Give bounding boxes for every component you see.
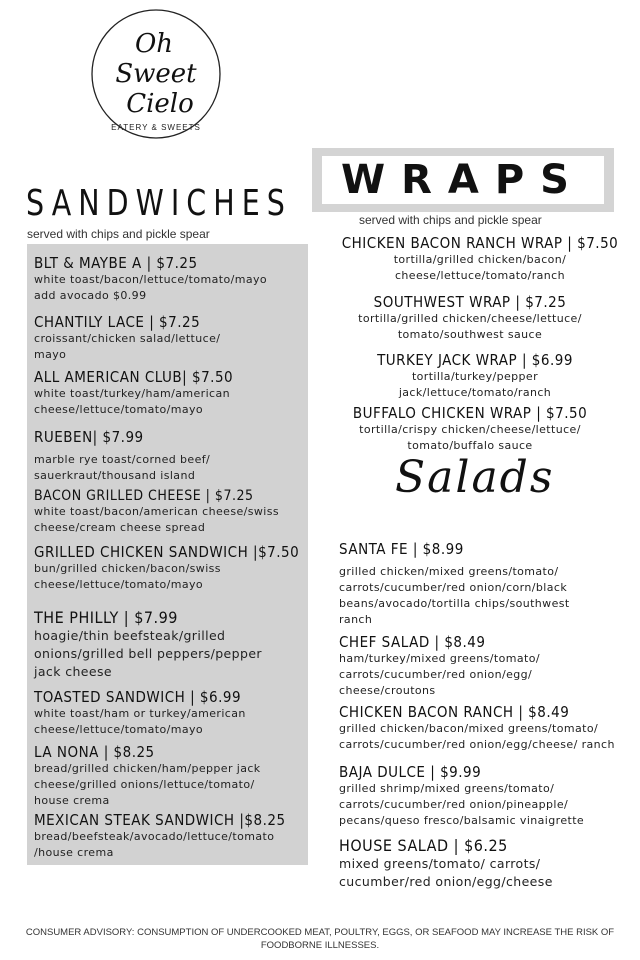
item-title: ALL AMERICAN CLUB| $7.50	[34, 368, 234, 386]
item-desc-line: white toast/turkey/ham/american	[34, 387, 230, 400]
item-title: CHICKEN BACON RANCH | $8.49	[339, 703, 570, 721]
salad-item	[339, 836, 553, 891]
item-desc-line: tortilla/grilled chicken/bacon/	[393, 253, 567, 266]
sandwich-item	[34, 688, 246, 738]
item-desc-line: tortilla/turkey/pepper	[411, 370, 539, 383]
salad-item	[339, 633, 540, 699]
wrap-item	[325, 351, 625, 401]
item-desc-line: marble rye toast/corned beef/	[34, 453, 211, 466]
item-desc-line: cheese/cream cheese spread	[34, 521, 206, 534]
wrap-item	[320, 293, 620, 343]
svg-text:Sweet: Sweet	[115, 59, 197, 89]
item-desc-line: sauerkraut/thousand island	[34, 469, 196, 482]
item-desc-line: grilled chicken/mixed greens/tomato/	[339, 565, 559, 578]
item-desc-line: white toast/bacon/lettuce/tomato/mayo	[34, 273, 268, 286]
item-title: THE PHILLY | $7.99	[34, 608, 178, 627]
salad-item	[339, 540, 570, 628]
item-title: BAJA DULCE | $9.99	[339, 763, 482, 781]
salads-heading: Salads	[395, 452, 555, 503]
item-desc-line: tomato/southwest sauce	[397, 328, 543, 341]
item-desc-line: /house crema	[34, 846, 114, 859]
sandwich-item	[34, 254, 267, 304]
item-desc-line: mayo	[34, 348, 67, 361]
logo-circle	[88, 2, 224, 152]
item-title: BUFFALO CHICKEN WRAP | $7.50	[352, 404, 588, 422]
item-desc-line: onions/grilled bell peppers/pepper	[34, 646, 262, 661]
item-desc-line: carrots/cucumber/red onion/egg/	[339, 668, 533, 681]
item-desc-line: cheese/croutons	[339, 684, 436, 697]
item-desc-line: cheese/grilled onions/lettuce/tomato/	[34, 778, 255, 791]
item-title: MEXICAN STEAK SANDWICH |$8.25	[34, 811, 286, 829]
sandwich-item	[34, 368, 233, 418]
item-desc-line: ranch	[339, 613, 373, 626]
item-desc-line: beans/avocado/tortilla chips/southwest	[339, 597, 570, 610]
item-desc-line: cheese/lettuce/tomato/mayo	[34, 723, 204, 736]
sandwiches-heading: SANDWICHES	[26, 183, 292, 224]
item-title: GRILLED CHICKEN SANDWICH |$7.50	[34, 543, 300, 561]
item-desc-line: cheese/lettuce/tomato/ranch	[394, 269, 565, 282]
wrap-item	[320, 404, 620, 454]
item-title: SANTA FE | $8.99	[339, 540, 464, 558]
item-desc-line: white toast/bacon/american cheese/swiss	[34, 505, 279, 518]
item-desc-line: pecans/queso fresco/balsamic vinaigrette	[339, 814, 585, 827]
item-desc-line: bun/grilled chicken/bacon/swiss	[34, 562, 221, 575]
sandwich-item	[34, 313, 220, 363]
sandwich-item	[34, 811, 286, 861]
item-desc-line: cheese/lettuce/tomato/mayo	[34, 578, 204, 591]
item-desc-line: tortilla/crispy chicken/cheese/lettuce/	[359, 423, 581, 436]
item-title: TOASTED SANDWICH | $6.99	[34, 688, 242, 706]
item-desc-line: carrots/cucumber/red onion/corn/black	[339, 581, 568, 594]
item-desc-line: grilled shrimp/mixed greens/tomato/	[339, 782, 555, 795]
item-desc-line: bread/beefsteak/avocado/lettuce/tomato	[34, 830, 275, 843]
item-desc-line: grilled chicken/bacon/mixed greens/tomato/	[339, 722, 599, 735]
wrap-item	[330, 234, 630, 284]
item-title: BACON GRILLED CHEESE | $7.25	[34, 488, 254, 504]
wraps-heading: WRAPS	[322, 156, 604, 204]
item-desc-line: croissant/chicken salad/lettuce/	[34, 332, 221, 345]
svg-text:Oh: Oh	[134, 29, 174, 59]
item-desc-line: mixed greens/tomato/ carrots/	[339, 856, 541, 871]
wraps-subtitle: served with chips and pickle spear	[359, 213, 542, 227]
item-title: CHICKEN BACON RANCH WRAP | $7.50	[341, 234, 619, 252]
svg-text:Cielo: Cielo	[126, 89, 194, 119]
item-title: HOUSE SALAD | $6.25	[339, 836, 508, 855]
item-desc-line: cucumber/red onion/egg/cheese	[339, 874, 553, 889]
item-title: SOUTHWEST WRAP | $7.25	[373, 293, 567, 311]
item-title: RUEBEN| $7.99	[34, 428, 144, 446]
item-desc-line: tortilla/grilled chicken/cheese/lettuce/	[358, 312, 582, 325]
item-desc-line: carrots/cucumber/red onion/pineapple/	[339, 798, 569, 811]
item-title: CHANTILY LACE | $7.25	[34, 313, 201, 331]
item-desc-line: jack/lettuce/tomato/ranch	[398, 386, 552, 399]
item-desc-line: jack cheese	[34, 664, 112, 679]
sandwich-item	[34, 743, 261, 809]
sandwich-item	[34, 608, 262, 681]
sandwich-item	[34, 488, 279, 536]
item-desc-line: white toast/ham or turkey/american	[34, 707, 246, 720]
salad-item	[339, 703, 615, 753]
item-title: TURKEY JACK WRAP | $6.99	[377, 351, 573, 369]
sandwiches-subtitle: served with chips and pickle spear	[27, 227, 210, 241]
item-desc-line: tomato/buffalo sauce	[407, 439, 533, 452]
item-desc-line: carrots/cucumber/red onion/egg/cheese/ ranch	[339, 738, 615, 751]
item-desc-line: bread/grilled chicken/ham/pepper jack	[34, 762, 261, 775]
item-desc-line: ham/turkey/mixed greens/tomato/	[339, 652, 540, 665]
item-title: BLT & MAYBE A | $7.25	[34, 254, 198, 272]
logo	[88, 2, 224, 152]
sandwich-item	[34, 543, 299, 593]
item-desc-line: hoagie/thin beefsteak/grilled	[34, 628, 226, 643]
item-desc-line: add avocado $0.99	[34, 289, 147, 302]
consumer-advisory: CONSUMER ADVISORY: CONSUMPTION OF UNDERCOOKED MEAT, POULTRY, EGGS, OR SEAFOOD MAY INCREASE THE RISK OF FOODBORNE ILLNESSES.	[25, 927, 615, 951]
salad-item	[339, 763, 584, 829]
item-desc-line: cheese/lettuce/tomato/mayo	[34, 403, 204, 416]
sandwich-item	[34, 428, 210, 484]
item-title: CHEF SALAD | $8.49	[339, 633, 486, 651]
svg-text:EATERY & SWEETS: EATERY & SWEETS	[111, 123, 201, 132]
item-title: LA NONA | $8.25	[34, 743, 155, 761]
item-desc-line: house crema	[34, 794, 110, 807]
